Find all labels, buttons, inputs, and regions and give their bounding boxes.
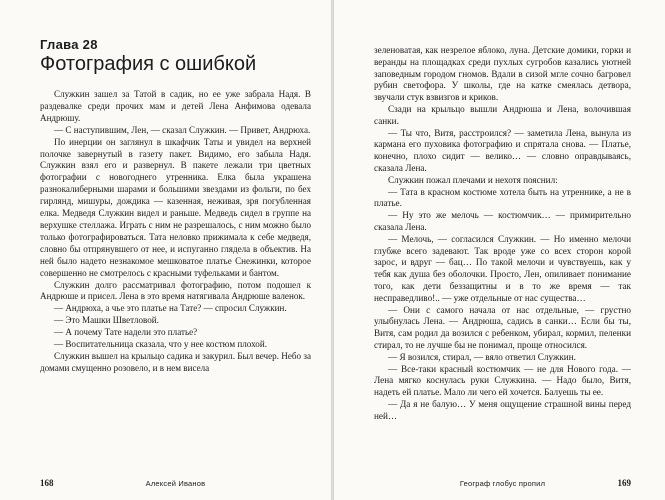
paragraph: Служкин долго рассматривал фотографию, потом подошел к Андрюше и присел. Лена в это время натягивала Андрюше валенок. — [40, 279, 311, 302]
left-running-head: Алексей Иванов — [145, 479, 206, 488]
paragraph: — Это Машки Шветловой. — [54, 315, 159, 326]
paragraph: — Мелочь, — согласился Служкин. — Но именно мелочи глубже всего задевают. Так вроде уже со всех сторон корой зарос, и вдруг — бац… По такой мелочи и чувствуешь, как у тебя как душа без оболочки. Просто, Лен, опиливает понимание того, как дети беззащитны и в то же время — так несправедливо!.. — уже отдельные от нас существа… — [374, 233, 631, 303]
left-page — [0, 0, 331, 500]
paragraph: — Я возился, стирал, — вяло ответил Служкин. — [388, 351, 576, 362]
paragraph: — Воспитательница сказала, что у нее костюм плохой. — [54, 339, 267, 350]
paragraph: Сзади на крыльцо вышли Андрюша и Лена, волочившая санки. — [374, 103, 631, 126]
left-page-text — [40, 89, 311, 375]
paragraph: — Они с самого начала от нас отдельные, — грустно улыбнулась Лена. — Андрюша, садись в санки… Если бы ты, Витя, сам родил да возился с ребенком, убирал, кормил, пеленки стирал, то не лучше бы не понимал, проще относился. — [374, 304, 631, 350]
paragraph: — Да я не балую… У меня ощущение страшной вины перед ней… — [374, 398, 631, 421]
paragraph: — Тата в красном костюме хотела быть на утреннике, а не в платье. — [374, 186, 631, 209]
paragraph: По инерции он заглянул в шкафчик Таты и увидел на верхней полочке завернутый в газету пакет. Видимо, его забыла Надя. Служкин взял его и развернул. В пакете лежали три цветных фотографии с новогоднего утренника. Елка была украшена разнокалиберными шарами и большими звездами из фольги, по бех гирлянд, мишуры, дождика — казенная, неживая, зря погубленная елка. Медведя Служкин видел и раньше. Медведь сидел в группе на верхушке стеллажа. Играть с ним не разрешалось, с ним можно было только фотографироваться. Тата неловко прижимала к себе медведя, словно бы отпрянувшего от нее, и испуганно глядела в объектив. На ней было надето незнакомое мешковатое платье Снежинки, которое совершенно не смотрелось с красными туфельками и бантом. — [40, 136, 311, 278]
right-running-head: Географ глобус пропил — [459, 479, 546, 488]
paragraph: — Ты что, Витя, расстроился? — заметила Лена, вынула из кармана его пуховика фотографию и спрятала снова. — Платье, конечно, плохо сидит — велико… — словно оправдываясь, сказала Лена. — [374, 127, 631, 173]
paragraph: Служкин пожал плечами и нехотя пояснил: — [388, 174, 558, 185]
paragraph: Служкин зашел за Татой в садик, но ее уже забрала Надя. В раздевалке среди прочих мам и детей Лена Анфимова одевала Андрюшу. — [40, 89, 311, 123]
left-page-number: 168 — [40, 478, 54, 488]
chapter-label: Глава 28 — [40, 37, 98, 52]
chapter-title: Фотография с ошибкой — [40, 53, 257, 75]
paragraph: — Все-таки красный костюмчик — не для Нового года. — Лена мягко коснулась руки Служкина. — Надо было, Витя, надеть ей платье. Мало ли чего ей хочется. Балуешь ты ее. — [374, 363, 631, 398]
paragraph: Служкин вышел на крыльцо садика и закурил. Был вечер. Небо за домами смущенно розовело, и в нем висела — [40, 350, 311, 373]
paragraph: — Андрюха, а чье это платье на Тате? — спросил Служкин. — [54, 303, 287, 314]
paragraph: — А почему Тате надели это платье? — [54, 327, 198, 338]
paragraph: — Ну это же мелочь — костюмчик… — примирительно сказала Лена. — [374, 210, 631, 232]
paragraph: зеленоватая, как незрелое яблоко, луна. Детские домики, горки и веранды на площадках среди пухлых сугробов казались уютней заповедным городом гномов. Вдали в сизой мгле сочно багровел рубин светофора. У школы, где на катке смеялась детвора, звучали стук взвизгов и криков. — [374, 45, 631, 103]
paragraph: — С наступившим, Лен, — сказал Служкин. — Привет, Андрюха. — [54, 124, 311, 135]
right-page-text — [374, 45, 631, 423]
right-page-number: 169 — [617, 478, 631, 488]
right-page — [334, 0, 665, 500]
